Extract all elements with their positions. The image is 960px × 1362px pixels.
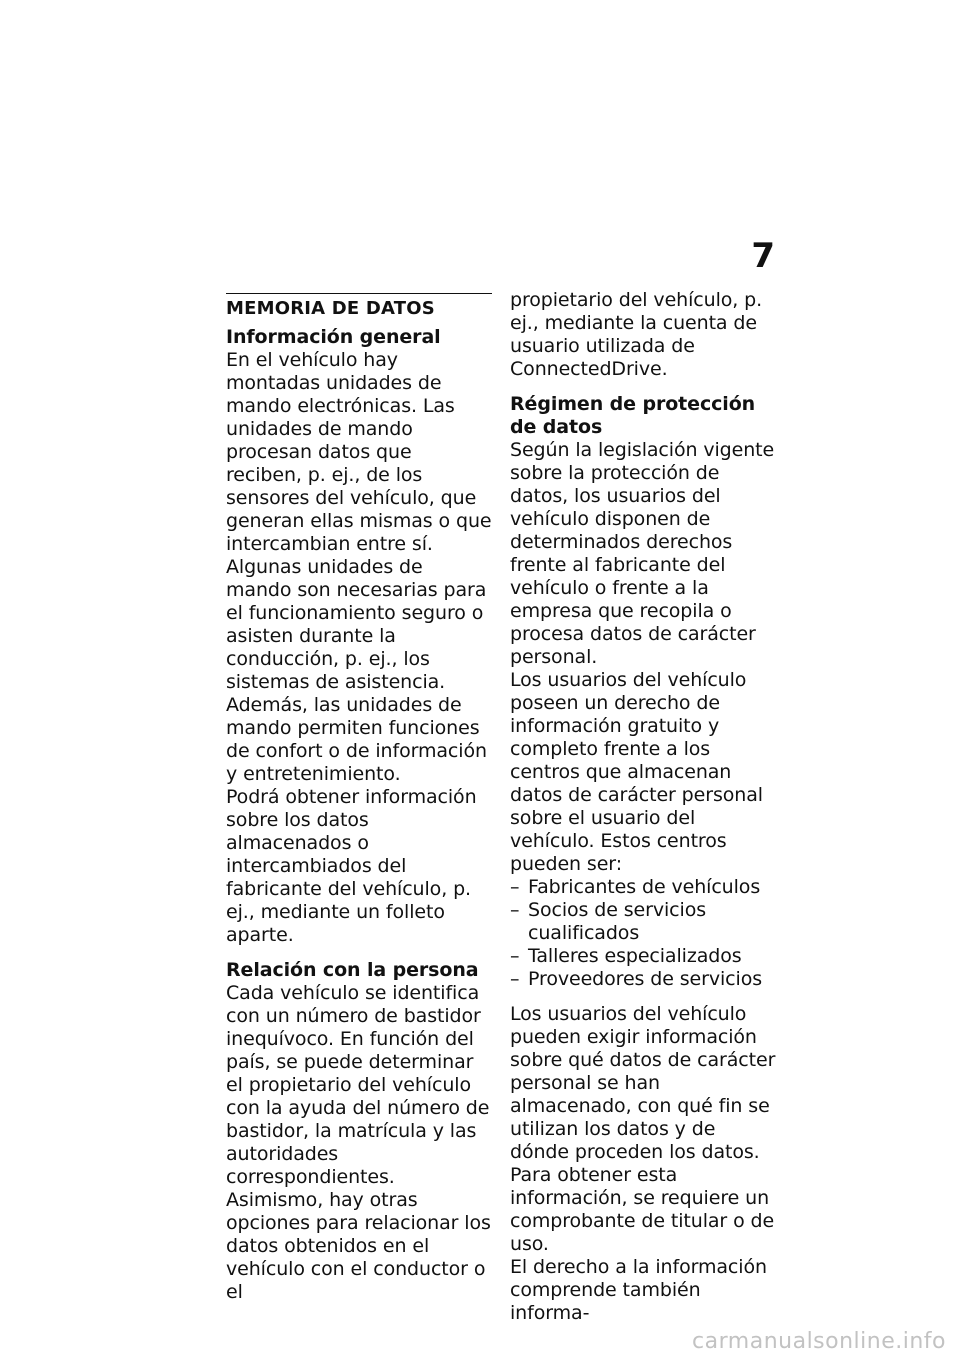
- paragraph-connecteddrive: propietario del vehículo, p. ej., mediante la cuenta de usuario utilizada de ConnectedDrive.: [510, 289, 763, 380]
- centers-list: [510, 876, 776, 991]
- list-item: – Talleres especializados: [510, 945, 776, 968]
- list-item: – Proveedores de servicios: [510, 968, 776, 991]
- subheading-informacion-general: Información general: [226, 326, 441, 348]
- paragraph-exigir-informacion: Los usuarios del vehículo pueden exigir información sobre qué datos de carácter personal se han almacenado, con qué fin se utilizan los datos y de dónde proceden los datos. Para obtener esta información, se requiere un comprobante de titular o de uso.: [510, 1003, 776, 1255]
- page-number: 7: [751, 236, 775, 276]
- footer-watermark: carmanualsonline.info: [692, 1329, 946, 1354]
- subheading-relacion-persona: Relación con la persona: [226, 959, 479, 981]
- right-column: [510, 289, 776, 1325]
- section-rule: [226, 293, 492, 294]
- left-column: [226, 293, 492, 1304]
- section-title: MEMORIA DE DATOS: [226, 298, 435, 319]
- list-item: – Fabricantes de vehículos: [510, 876, 776, 899]
- paragraph-legislacion: Según la legislación vigente sobre la protección de datos, los usuarios del vehículo disponen de determinados derechos frente al fabricante del vehículo o frente a la empresa que recopila o procesa datos de carácter personal.: [510, 439, 775, 668]
- subheading-proteccion-datos: Régimen de protección de datos: [510, 393, 756, 438]
- paragraph-derecho-informacion: Los usuarios del vehículo poseen un derecho de información gratuito y completo frente a los centros que almacenan datos de carácter personal sobre el usuario del vehículo. Estos centros pueden ser:: [510, 669, 763, 875]
- paragraph-unidades-de-mando: En el vehículo hay montadas unidades de mando electrónicas. Las unidades de mando procesan datos que reciben, p. ej., de los sensores del vehículo, que generan ellas mismas o que intercambian entre sí. Algunas unidades de mando son necesarias para el funcionamiento seguro o asisten durante la conducción, p. ej., los sistemas de asistencia. Además, las unidades de mando permiten funciones de confort o de información y entretenimiento.: [226, 349, 492, 785]
- list-item: – Socios de servicios cualificados: [510, 899, 776, 945]
- paragraph-numero-bastidor: Cada vehículo se identifica con un número de bastidor inequívoco. En función del país, se puede determinar el propietario del vehículo con la ayuda del número de bastidor, la matrícula y las autoridades correspondientes. Asimismo, hay otras opciones para relacionar los datos obtenidos en el vehículo con el conductor o el: [226, 982, 491, 1303]
- paragraph-folleto: Podrá obtener información sobre los datos almacenados o intercambiados del fabricante del vehículo, p. ej., mediante un folleto aparte.: [226, 786, 477, 946]
- paragraph-derecho-comprende: El derecho a la información comprende también informa-: [510, 1256, 767, 1324]
